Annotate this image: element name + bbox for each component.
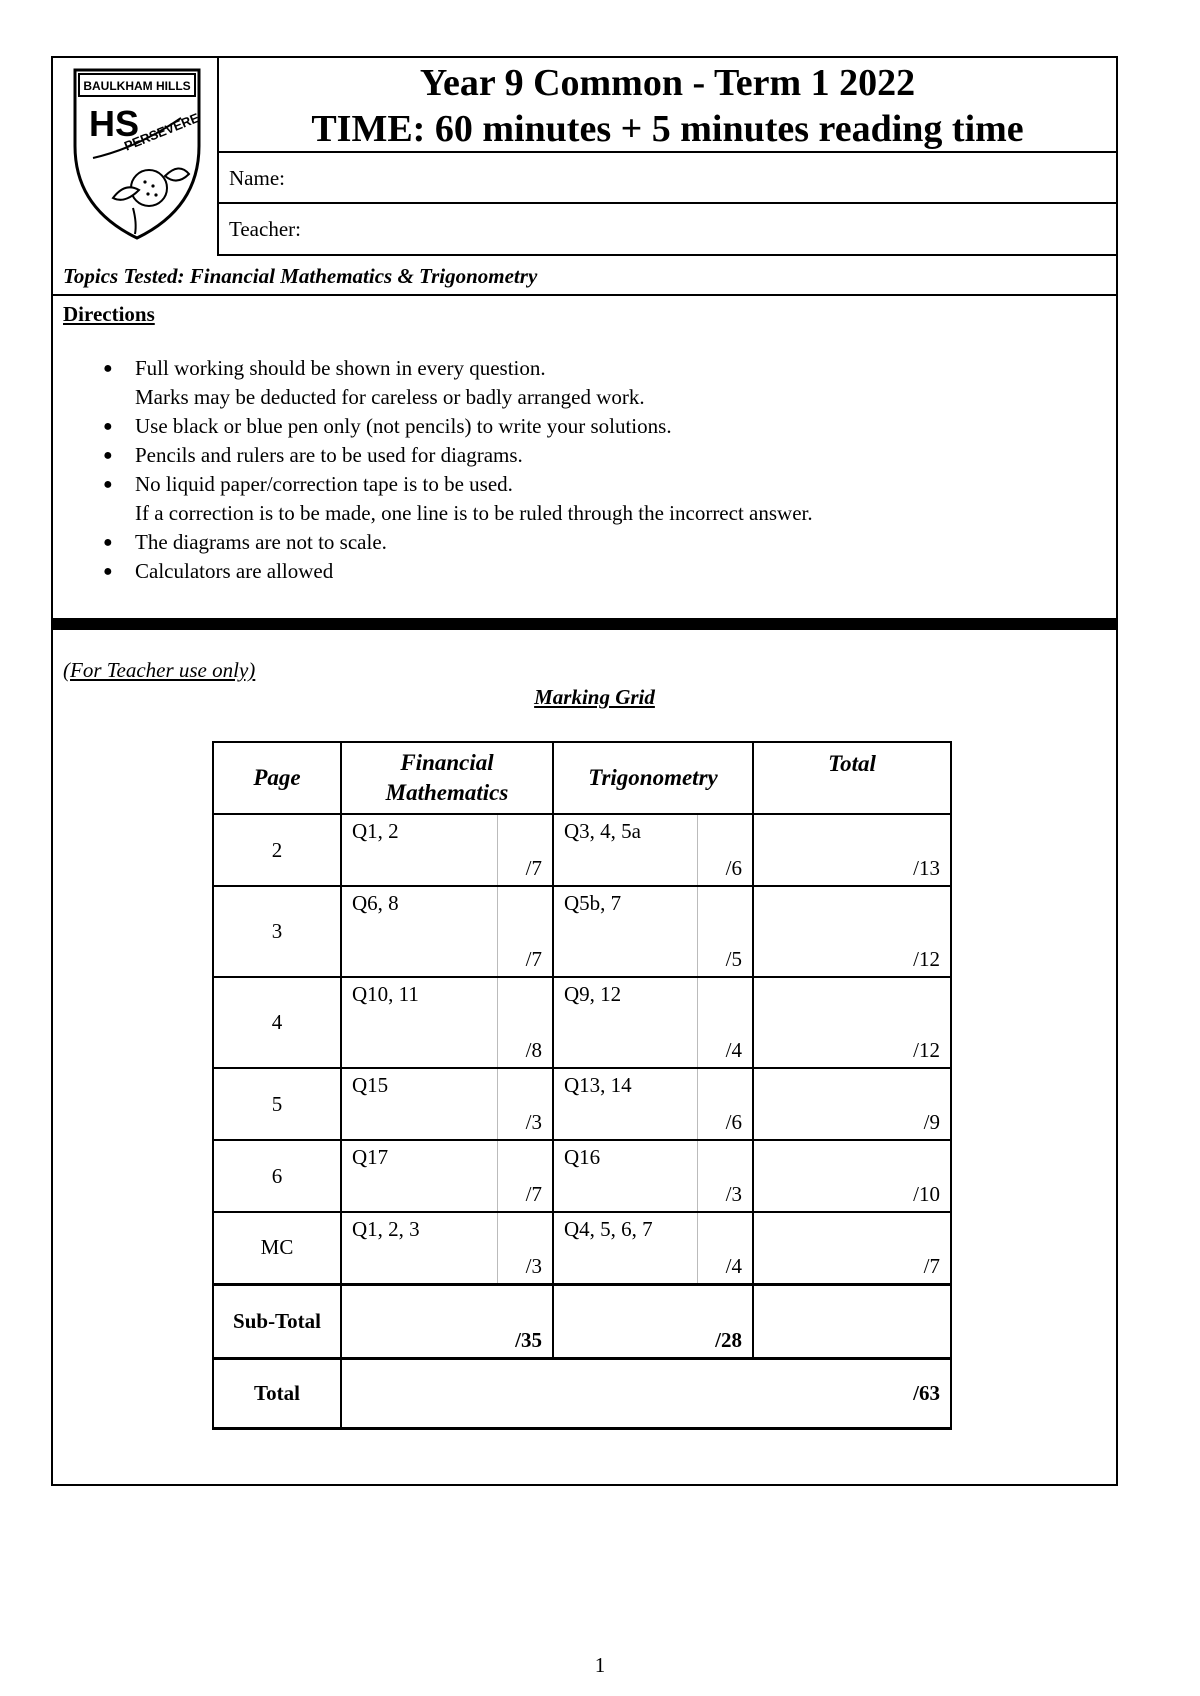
row-page: 4	[213, 977, 341, 1068]
directions-heading: Directions	[63, 302, 155, 326]
header-financial: Financial Mathematics	[341, 742, 553, 814]
direction-item	[103, 528, 813, 557]
logo-initials: HS	[89, 103, 140, 144]
teacher-label: Teacher:	[229, 217, 301, 241]
row-fin-questions: Q1, 2	[341, 814, 497, 886]
direction-text: No liquid paper/correction tape is to be used.	[135, 472, 513, 496]
name-field[interactable]	[219, 153, 1116, 204]
row-trig-marks[interactable]: /4	[697, 1212, 753, 1284]
table-row	[213, 814, 951, 886]
subtotal-financial[interactable]: /35	[341, 1284, 553, 1358]
table-row	[213, 1140, 951, 1212]
row-total-marks[interactable]: /12	[753, 886, 951, 977]
row-trig-marks[interactable]: /5	[697, 886, 753, 977]
grid-header-row	[213, 742, 951, 814]
cover-page-frame	[51, 56, 1118, 1486]
header-page: Page	[213, 742, 341, 814]
subtotal-trigonometry[interactable]: /28	[553, 1284, 753, 1358]
name-label: Name:	[229, 166, 285, 190]
marking-grid-table	[212, 741, 952, 1430]
direction-text: Use black or blue pen only (not pencils) to write your solutions.	[135, 414, 672, 438]
direction-text: If a correction is to be made, one line is to be ruled through the incorrect answer.	[135, 501, 813, 525]
row-fin-marks[interactable]: /8	[497, 977, 553, 1068]
topics-tested: Topics Tested: Financial Mathematics & Trigonometry	[53, 256, 1116, 296]
row-trig-marks[interactable]: /6	[697, 1068, 753, 1140]
bullet-icon: ●	[103, 360, 113, 377]
row-total-marks[interactable]: /7	[753, 1212, 951, 1284]
header-trigonometry: Trigonometry	[553, 742, 753, 814]
total-value[interactable]: /63	[341, 1358, 951, 1428]
direction-item	[103, 412, 813, 441]
row-fin-marks[interactable]: /7	[497, 886, 553, 977]
row-trig-questions: Q16	[553, 1140, 697, 1212]
directions-list	[103, 354, 813, 586]
table-row	[213, 1212, 951, 1284]
row-page: 3	[213, 886, 341, 977]
direction-item	[103, 557, 813, 586]
row-fin-questions: Q1, 2, 3	[341, 1212, 497, 1284]
total-row	[213, 1358, 951, 1428]
subtotal-label: Sub-Total	[213, 1284, 341, 1358]
direction-text: Full working should be shown in every question.	[135, 356, 546, 380]
header	[53, 58, 1116, 256]
row-fin-marks[interactable]: /7	[497, 814, 553, 886]
table-row	[213, 977, 951, 1068]
row-fin-questions: Q10, 11	[341, 977, 497, 1068]
row-fin-marks[interactable]: /3	[497, 1212, 553, 1284]
row-page: 2	[213, 814, 341, 886]
exam-title: Year 9 Common - Term 1 2022	[419, 62, 916, 104]
direction-item	[103, 441, 813, 470]
total-label: Total	[213, 1358, 341, 1428]
row-page: 6	[213, 1140, 341, 1212]
row-fin-questions: Q17	[341, 1140, 497, 1212]
bullet-icon: ●	[103, 418, 113, 435]
bullet-icon: ●	[103, 563, 113, 580]
row-fin-marks[interactable]: /3	[497, 1068, 553, 1140]
direction-text: Pencils and rulers are to be used for diagrams.	[135, 443, 523, 467]
logo-cell	[53, 58, 219, 256]
row-trig-questions: Q4, 5, 6, 7	[553, 1212, 697, 1284]
row-trig-marks[interactable]: /4	[697, 977, 753, 1068]
subtotal-row	[213, 1284, 951, 1358]
row-trig-marks[interactable]: /3	[697, 1140, 753, 1212]
table-row	[213, 886, 951, 977]
header-total: Total	[753, 742, 951, 814]
page-number: 1	[594, 1653, 606, 1677]
row-trig-questions: Q3, 4, 5a	[553, 814, 697, 886]
row-total-marks[interactable]: /13	[753, 814, 951, 886]
row-trig-questions: Q5b, 7	[553, 886, 697, 977]
title-cell	[219, 58, 1116, 153]
direction-text: Calculators are allowed	[135, 559, 334, 583]
row-fin-marks[interactable]: /7	[497, 1140, 553, 1212]
direction-item	[103, 354, 813, 412]
direction-text: The diagrams are not to scale.	[135, 530, 387, 554]
direction-item	[103, 470, 813, 528]
bullet-icon: ●	[103, 476, 113, 493]
school-crest-logo	[53, 58, 219, 256]
row-total-marks[interactable]: /9	[753, 1068, 951, 1140]
subtotal-blank	[753, 1284, 951, 1358]
bullet-icon: ●	[103, 534, 113, 551]
logo-school-name: BAULKHAM HILLS	[83, 79, 191, 93]
exam-time: TIME: 60 minutes + 5 minutes reading time	[311, 108, 1024, 150]
marking-grid-title: Marking Grid	[534, 685, 655, 709]
row-trig-marks[interactable]: /6	[697, 814, 753, 886]
logo-motto: PERSEVERE	[121, 109, 202, 154]
row-total-marks[interactable]: /10	[753, 1140, 951, 1212]
bullet-icon: ●	[103, 447, 113, 464]
row-page: 5	[213, 1068, 341, 1140]
section-divider	[53, 618, 1116, 630]
teacher-field[interactable]	[219, 204, 1116, 256]
direction-text: Marks may be deducted for careless or badly arranged work.	[135, 385, 645, 409]
teacher-use-note: (For Teacher use only)	[63, 658, 256, 682]
table-row	[213, 1068, 951, 1140]
row-page: MC	[213, 1212, 341, 1284]
row-total-marks[interactable]: /12	[753, 977, 951, 1068]
row-fin-questions: Q6, 8	[341, 886, 497, 977]
row-trig-questions: Q13, 14	[553, 1068, 697, 1140]
row-fin-questions: Q15	[341, 1068, 497, 1140]
row-trig-questions: Q9, 12	[553, 977, 697, 1068]
